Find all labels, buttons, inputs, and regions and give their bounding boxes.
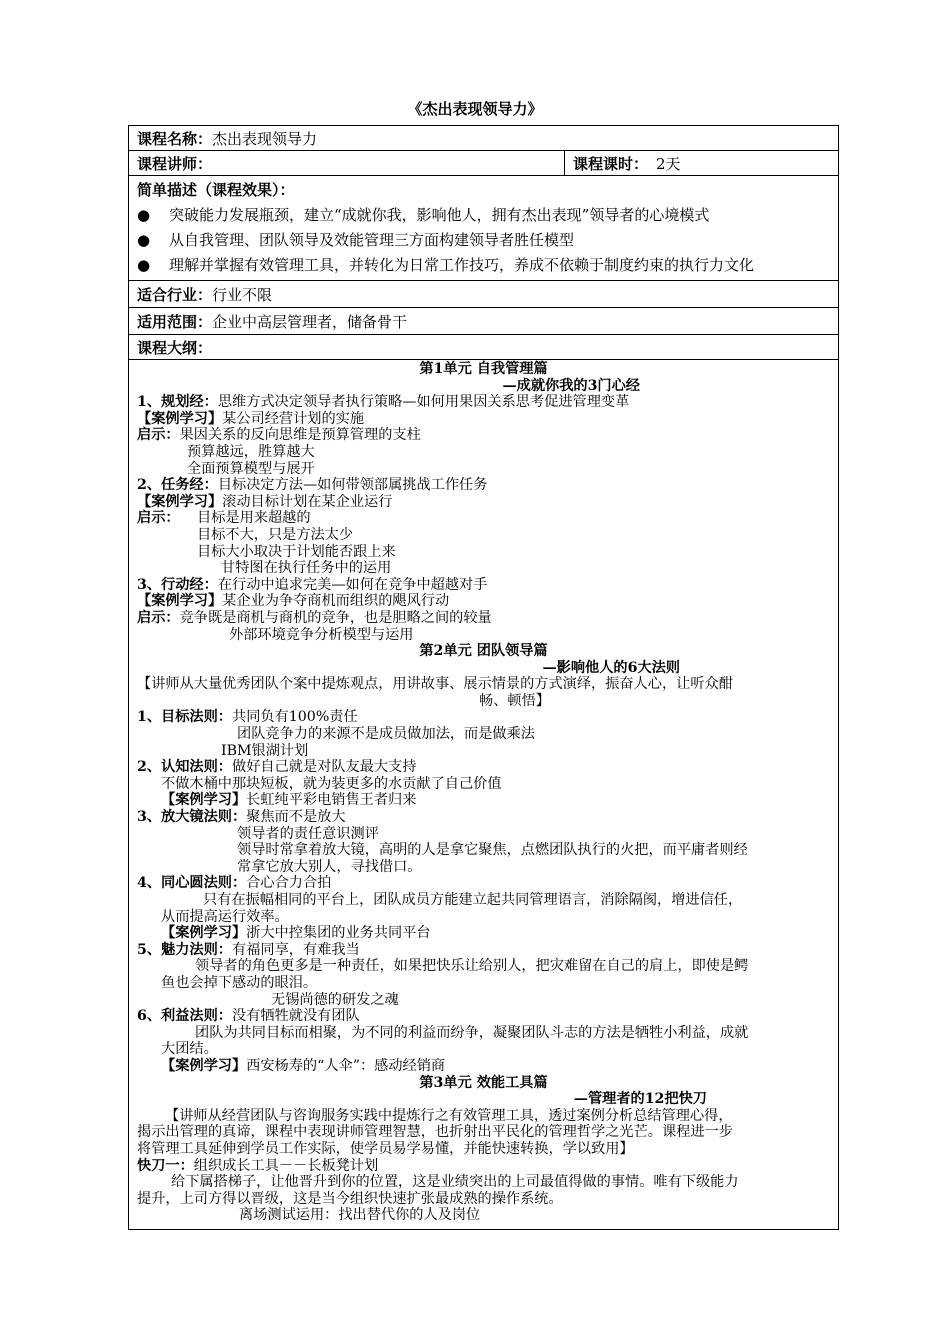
outline-body: 第1单元 自我管理篇 —成就你我的3门心经 1、规划经：思维方式决定领导者执行策略—如何用果因关系思考促进管理变革 【案例学习】某公司经营计划的实施 启示：果因关系的反向思维是预算管理的支柱 预算越远，胜算越大 全面预算模型与展开 2、任务经：目标决定方法—如何带领部属挑战工作任务 【案例学习】滚动目标计划在某企业运行 启示： 目标是用来超越的 目标不大，只是方法太少 目标大小取决于计划能否跟上来 甘特图在执行任务中的运用 3、行动经：在行动中追求完美—如何在竞争中超越对手 【案例学习】某企业为争夺商机而组织的飓风行动 启示：竞争既是商机与商机的竞争，也是胆略之间的较量 外部环境竞争分析模型与运用 第2单元 团队领导篇 —影响他人的6大法则 【讲师从大量优秀团队个案中提炼观点，用讲故事、展示情景的方式演绎，振奋人心，让听众酣 畅、顿悟】 1、目标法则：共同负有100%责任 团队竞争力的来源不是成员做加法，而是做乘法 IBM银湖计划 2、认知法则：做好自己就是对队友最大支持 不做木桶中那块短板，就为装更多的水贡献了自己价值 【案例学习】长虹纯平彩电销售王者归来 3、放大镜法则：聚焦而不是放大 领导者的责任意识测评 领导时常拿着放大镜，高明的人是拿它聚焦，点燃团队执行的火把，而平庸者则经 常拿它放大别人，寻找借口。 4、同心圆法则：合心合力合拍 只有在振幅相同的平台上，团队成员方能建立起共同管理语言，消除隔阂，增进信任， 从而提高运行效率。 【案例学习】浙大中控集团的业务共同平台 5、魅力法则：有福同享，有难我当 领导者的角色更多是一种责任，如果把快乐让给别人，把灾难留在自己的肩上，即使是鳄 鱼也会掉下感动的眼泪。 无锡尚德的研发之魂 6、利益法则：没有牺牲就没有团队 团队为共同目标而相聚，为不同的利益而纷争，凝聚团队斗志的方法是牺牲小利益，成就 大团结。 【案例学习】西安杨寿的“人伞”：感动经销商 第3单元 效能工具篇 —管理者的12把快刀 【讲师从经营团队与咨询服务实践中提炼行之有效管理工具，透过案例分析总结管理心得， 揭示出管理的真谛，课程中表现讲师管理智慧，也折射出平民化的管理哲学之光芒。课程进一步 将管理工具延伸到学员工作实际，使学员易学易懂，并能快速转换，学以致用】 快刀一：组织成长工具－－长板凳计划 给下属搭梯子，让他晋升到你的位置，这是业绩突出的上司最值得做的事情。唯有下级能力 提升，上司方得以晋级，这是当今组织快速扩张最成熟的操作系统。 离场测试运用：找出替代你的人及岗位 bbox=[129, 360, 838, 1224]
intro-line: 将管理工具延伸到学员工作实际，使学员易学易懂，并能快速转换，学以致用】 bbox=[137, 1140, 634, 1157]
section-heading: 3、行动经： bbox=[137, 576, 218, 593]
intro-line: 畅、顿悟】 bbox=[479, 692, 550, 709]
text-line: 只有在振幅相同的平台上，团队成员方能建立起共同管理语言，消除隔阂，增进信任， bbox=[203, 892, 743, 908]
lecturer-label: 课程讲师： bbox=[137, 154, 213, 173]
text-line: 无锡尚德的研发之魂 bbox=[271, 991, 399, 1008]
text-line: 提升，上司方得以晋级，这是当今组织快速扩张最成熟的操作系统。 bbox=[137, 1190, 563, 1207]
text-line: 从而提高运行效率。 bbox=[161, 908, 289, 925]
unit3-title: 第3单元 效能工具篇 bbox=[419, 1074, 548, 1091]
section-heading: 1、规划经： bbox=[137, 394, 218, 411]
intro-line: 【讲师从经营团队与咨询服务实践中提炼行之有效管理工具，透过案例分析总结管理心得， bbox=[165, 1107, 733, 1124]
text-line: 目标大小取决于计划能否跟上来 bbox=[197, 543, 396, 560]
rule-heading: 1、目标法则： bbox=[137, 709, 232, 726]
text-line: 领导者的角色更多是一种责任，如果把快乐让给别人，把灾难留在自己的肩上，即使是鳄 bbox=[195, 958, 749, 975]
outline-label: 课程大纲： bbox=[137, 338, 213, 357]
description-item: ● 理解并掌握有效管理工具，并转化为日常工作技巧，养成不依赖于制度约束的执行力文化 bbox=[137, 253, 830, 278]
rule-heading: 3、放大镜法则： bbox=[137, 809, 247, 826]
case-tag: 【案例学习】 bbox=[161, 925, 247, 942]
case-tag: 【案例学习】 bbox=[161, 792, 247, 809]
hint-tag: 启示： bbox=[137, 427, 180, 444]
intro-line: 揭示出管理的真谛，课程中表现讲师管理智慧，也折射出平民化的管理哲学之光芒。课程进一步 bbox=[137, 1124, 733, 1141]
text-line: 团队为共同目标而相聚，为不同的利益而纷争，凝聚团队斗志的方法是牺牲小利益，成就 bbox=[195, 1024, 749, 1041]
text-line: 常拿它放大别人，寻找借口。 bbox=[237, 858, 422, 875]
industry-value: 行业不限 bbox=[212, 285, 273, 304]
text-line: 领导时常拿着放大镜，高明的人是拿它聚焦，点燃团队执行的火把，而平庸者则经 bbox=[237, 842, 748, 859]
outline-label-row bbox=[129, 335, 839, 360]
course-name-row bbox=[129, 126, 839, 151]
text-line: 甘特图在执行任务中的运用 bbox=[221, 560, 392, 577]
unit2-subtitle: —影响他人的6大法则 bbox=[542, 659, 680, 676]
text-line: 不做木桶中那块短板，就为装更多的水贡献了自己价值 bbox=[161, 775, 502, 792]
document-title: 《杰出表现领导力》 bbox=[407, 100, 543, 118]
rule-heading: 4、同心圆法则： bbox=[137, 875, 247, 892]
case-tag: 【案例学习】 bbox=[137, 493, 223, 510]
bullet-icon: ● bbox=[137, 256, 151, 274]
rule-heading: 2、认知法则： bbox=[137, 759, 232, 776]
hint-tag: 启示： bbox=[137, 609, 180, 626]
unit1-subtitle: —成就你我的3门心经 bbox=[502, 377, 640, 394]
course-name-label: 课程名称： bbox=[137, 129, 213, 148]
text-line: 离场测试运用：找出替代你的人及岗位 bbox=[239, 1207, 481, 1224]
bullet-icon: ● bbox=[137, 206, 151, 224]
text-line: 大团结。 bbox=[161, 1041, 218, 1058]
text-line: IBM银湖计划 bbox=[221, 742, 309, 759]
description-item: ● 从自我管理、团队领导及效能管理三方面构建领导者胜任模型 bbox=[137, 228, 830, 253]
rule-heading: 6、利益法则： bbox=[137, 1008, 232, 1025]
course-name-value: 杰出表现领导力 bbox=[212, 129, 318, 148]
tool-heading: 快刀一： bbox=[137, 1157, 194, 1174]
text-line: 团队竞争力的来源不是成员做加法，而是做乘法 bbox=[237, 726, 535, 743]
scope-value: 企业中高层管理者，储备骨干 bbox=[212, 312, 408, 331]
unit1-title: 第1单元 自我管理篇 bbox=[419, 361, 548, 377]
course-table bbox=[128, 125, 839, 1230]
outline-body-row bbox=[129, 360, 839, 1230]
industry-label: 适合行业： bbox=[137, 285, 213, 304]
industry-row bbox=[129, 281, 839, 308]
case-tag: 【案例学习】 bbox=[137, 410, 223, 427]
unit2-title: 第2单元 团队领导篇 bbox=[419, 643, 548, 660]
text-line: 全面预算模型与展开 bbox=[187, 460, 315, 477]
hours-label: 课程课时： bbox=[573, 154, 649, 173]
scope-row bbox=[129, 308, 839, 335]
text-line: 鱼也会掉下感动的眼泪。 bbox=[161, 974, 318, 991]
text-line: 目标不大，只是方法太少 bbox=[197, 526, 354, 543]
bullet-icon: ● bbox=[137, 231, 151, 249]
description-row bbox=[129, 176, 839, 281]
rule-heading: 5、魅力法则： bbox=[137, 941, 232, 958]
text-line: 外部环境竞争分析模型与运用 bbox=[229, 626, 414, 643]
lecturer-row bbox=[129, 151, 839, 176]
unit3-subtitle: —管理者的12把快刀 bbox=[573, 1091, 707, 1108]
intro-line: 【讲师从大量优秀团队个案中提炼观点，用讲故事、展示情景的方式演绎，振奋人心，让听众酣 bbox=[137, 676, 733, 693]
scope-label: 适用范围： bbox=[137, 312, 213, 331]
text-line: 给下属搭梯子，让他晋升到你的位置，这是业绩突出的上司最值得做的事情。唯有下级能力 bbox=[171, 1174, 739, 1191]
text-line: 领导者的责任意识测评 bbox=[237, 825, 379, 842]
section-heading: 2、任务经： bbox=[137, 477, 218, 494]
hint-tag: 启示： bbox=[137, 510, 180, 527]
case-tag: 【案例学习】 bbox=[137, 593, 223, 610]
case-tag: 【案例学习】 bbox=[161, 1057, 247, 1074]
description-item: ● 突破能力发展瓶颈，建立“成就你我，影响他人，拥有杰出表现”领导者的心境模式 bbox=[137, 203, 830, 228]
hours-value: 2天 bbox=[656, 154, 681, 173]
text-line: 预算越远，胜算越大 bbox=[187, 443, 315, 460]
description-label: 简单描述（课程效果）： bbox=[137, 181, 295, 199]
